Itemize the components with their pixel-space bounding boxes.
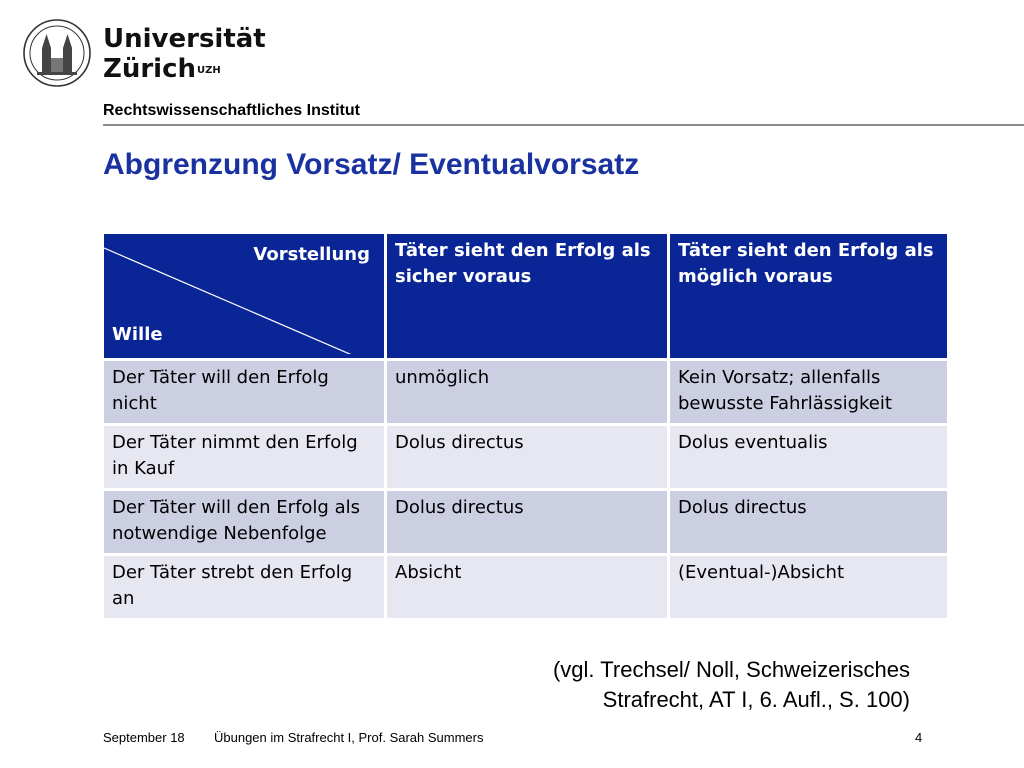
table-cell: Dolus directus	[669, 490, 949, 555]
table-cell: Dolus eventualis	[669, 425, 949, 490]
corner-label-vorstellung: Vorstellung	[253, 244, 370, 265]
table-cell: Absicht	[386, 555, 669, 620]
footer-page-number: 4	[915, 730, 923, 745]
footer-course: Übungen im Strafrecht I, Prof. Sarah Summers	[214, 730, 484, 745]
table-row	[103, 555, 949, 620]
table-cell: Dolus directus	[386, 425, 669, 490]
row-label: Der Täter will den Erfolg nicht	[103, 360, 386, 425]
slide-title: Abgrenzung Vorsatz/ Eventualvorsatz	[103, 148, 640, 181]
university-wordmark	[103, 24, 266, 84]
table-cell: unmöglich	[386, 360, 669, 425]
table-header-row	[103, 233, 949, 360]
column-header: Täter sieht den Erfolg als möglich voraus	[669, 233, 949, 360]
citation-line-1: (vgl. Trechsel/ Noll, Schweizerisches	[552, 657, 910, 682]
table-corner-cell	[103, 233, 386, 360]
table-row	[103, 360, 949, 425]
university-seal-logo	[22, 18, 92, 88]
university-suffix: UZH	[197, 65, 221, 76]
table-row	[103, 425, 949, 490]
table-cell: Dolus directus	[386, 490, 669, 555]
column-header: Täter sieht den Erfolg als sicher voraus	[386, 233, 669, 360]
header-divider	[103, 124, 1024, 126]
comparison-table	[101, 231, 950, 621]
institute-name: Rechtswissenschaftliches Institut	[103, 102, 360, 119]
citation-reference	[480, 655, 910, 715]
university-name-line1: Universität	[103, 24, 266, 54]
row-label: Der Täter will den Erfolg als notwendige Nebenfolge	[103, 490, 386, 555]
citation-line-2: Strafrecht, AT I, 6. Aufl., S. 100)	[602, 687, 910, 712]
table-cell: Kein Vorsatz; allenfalls bewusste Fahrlässigkeit	[669, 360, 949, 425]
row-label: Der Täter nimmt den Erfolg in Kauf	[103, 425, 386, 490]
table-row	[103, 490, 949, 555]
footer-date: September 18	[103, 730, 185, 745]
row-label: Der Täter strebt den Erfolg an	[103, 555, 386, 620]
table-cell: (Eventual-)Absicht	[669, 555, 949, 620]
university-name-line2: Zürich	[103, 54, 197, 84]
corner-label-wille: Wille	[112, 324, 163, 345]
